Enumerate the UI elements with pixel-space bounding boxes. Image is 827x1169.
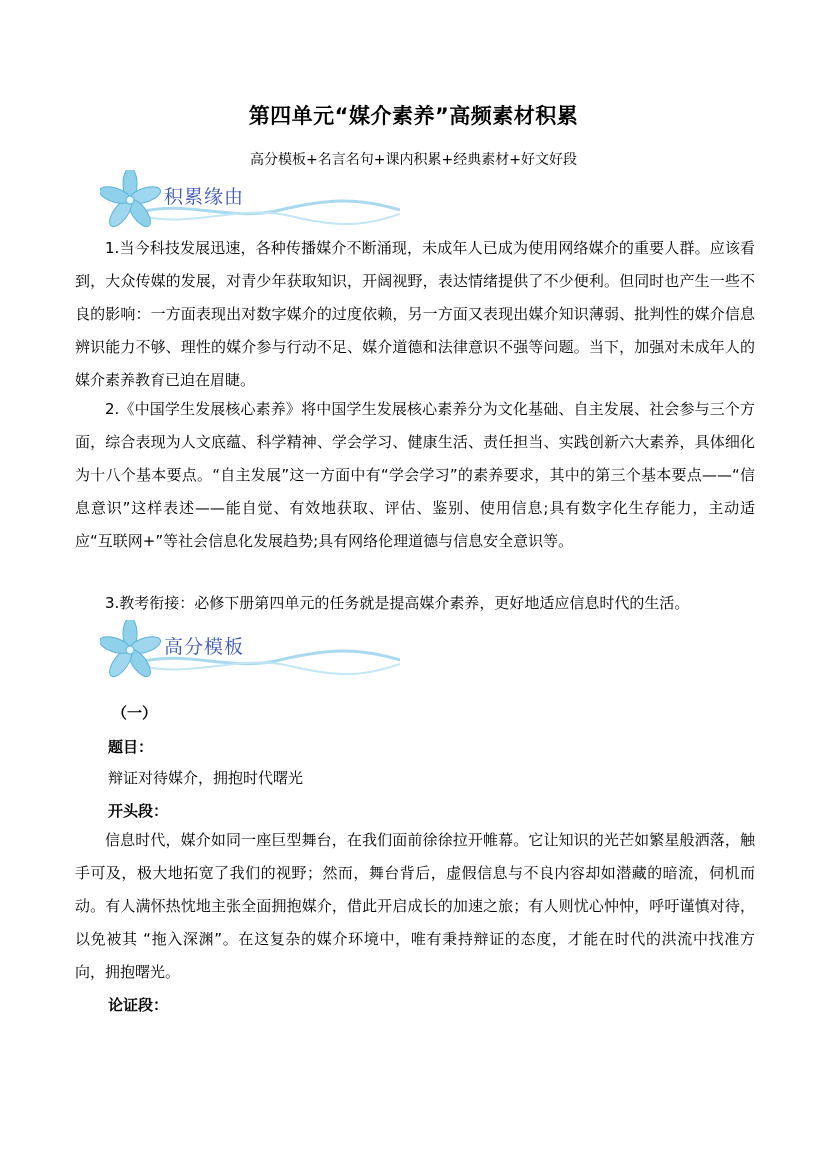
template-index: （一） [112,704,158,722]
section-title-template: 高分模板 [164,636,245,658]
topic-text: 辩证对待媒介，拥抱时代曙光 [108,769,304,787]
section-banner-reasons [100,170,400,232]
page-title: 第四单元“媒介素养”高频素材积累 [248,104,579,128]
argument-label: 论证段： [108,996,169,1014]
flower-ribbon-icon [100,170,400,232]
page-subtitle: 高分模板+名言名句+课内积累+经典素材+好文好段 [250,152,577,168]
topic-label: 题目： [108,738,154,756]
reason-paragraph-1: 1.当今科技发展迅速，各种传播媒介不断涌现，未成年人已成为使用网络媒介的重要人群。应该看到，大众传媒的发展，对青少年获取知识，开阔视野，表达情绪提供了不少便利。但同时也产生一些不良的影响：一方面表现出对数字媒介的过度依赖，另一方面又表现出媒介知识薄弱、批判性的媒介信息辨识能力不够、理性的媒介参与行动不足、媒介道德和法律意识不强等问题。当下，加强对未成年人的媒介素养教育已迫在眉睫。 [75,239,755,389]
opening-label: 开头段： [108,802,169,820]
opening-paragraph: 信息时代，媒介如同一座巨型舞台，在我们面前徐徐拉开帷幕。它让知识的光芒如繁星般洒落，触手可及，极大地拓宽了我们的视野；然而，舞台背后，虚假信息与不良内容却如潜藏的暗流，伺机而动。有人满怀热忱地主张全面拥抱媒介，借此开启成长的加速之旅；有人则忧心忡忡，呼吁谨慎对待，以免被其 “拖入深渊”。在这复杂的媒介环境中，唯有秉持辩证的态度，才能在时代的洪流中找准方向，拥抱曙光。 [75,831,755,981]
reason-paragraph-2: 2.《中国学生发展核心素养》将中国学生发展核心素养分为文化基础、自主发展、社会参与三个方面，综合表现为人文底蕴、科学精神、学会学习、健康生活、责任担当、实践创新六大素养，具体细化为十八个基本要点。“自主发展”这一方面中有“学会学习”的素养要求，其中的第三个基本要点——“信息意识”这样表述——能自觉、有效地获取、评估、鉴别、使用信息;具有数字化生存能力，主动适应“互联网+”等社会信息化发展趋势;具有网络伦理道德与信息安全意识等。 [75,400,755,550]
reason-paragraph-3: 3.教考衔接：必修下册第四单元的任务就是提高媒介素养，更好地适应信息时代的生活。 [105,594,690,612]
section-banner-template [100,620,400,682]
flower-ribbon-icon [100,620,400,682]
section-title-reasons: 积累缘由 [164,186,245,208]
